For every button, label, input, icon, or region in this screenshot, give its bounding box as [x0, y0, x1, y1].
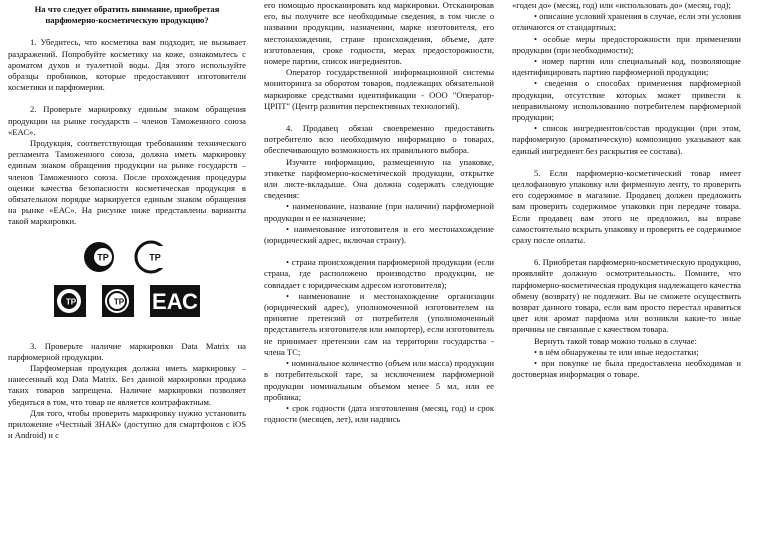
list-item: • срок годности (дата изготовления (месяц, год) и срок годности (месяцев, лет), или надпись	[264, 402, 494, 425]
ct-square-outline-icon	[101, 284, 135, 318]
page-title: На что следует обратить внимание, приобретая парфюмерно-косметическую продукцию?	[34, 4, 220, 26]
ct-tr-filled-icon	[82, 240, 120, 274]
list-item: • особые меры предосторожности при применении продукции (при необходимости);	[512, 33, 741, 55]
sign-eac	[149, 280, 201, 318]
list-item: • номинальное количество (объем или масса) продукции в потребительской таре, за исключением парфюмерной продукции номинальным объемом менее 5 мл, или ее пробника;	[264, 358, 494, 402]
paragraph-11: «годен до» (месяц, год) или «использовать до» (месяц, год);	[512, 0, 731, 10]
column-3	[512, 0, 741, 381]
paragraph-6: Для того, чтобы проверить маркировку нужно установить приложение «Честный ЗНАК» (доступно для смартфонов с iOS и Android) и с	[8, 407, 246, 441]
paragraph-3: Продукция, соответствующая требованиям технического регламента Таможенного союза, должна иметь маркировку единым знаком обращения продукции на рынке государств – членов Таможенного союза. После прохождения процедуры оценки качества безопасности косметическая продукция в обязательном порядке маркируется единым знаком обращения на рынке «ЕАС». На рисунке ниже представлены варианты такой маркировки.	[8, 138, 246, 227]
eac-icon	[149, 284, 201, 318]
paragraph-12: 5. Если парфюмерно-косметический товар имеет целлофановую упаковку или фирменную ленту, то проверить его содержимое в магазине. Продавец должен предложить вам проверить содержимое упаковки при передаче товара. Если продавец вам этого не предложил, вы вправе самостоятельно вскрыть упаковку и проверить ее содержимое сразу после оплаты.	[512, 167, 741, 246]
sign-ct-square	[53, 280, 87, 318]
list-item: • сведения о способах применения парфюмерной продукции, отсутствие которых может привести к неправильному использованию потребителем парфюмерной продукции;	[512, 78, 741, 123]
ct-square-icon	[53, 284, 87, 318]
list-item: • при покупке не была предоставлена необходимая и достоверная информация о товаре.	[512, 358, 741, 380]
paragraph-9: 4. Продавец обязан своевременно предоставить потребителю всю необходимую информацию о товарах, обеспечивающую возможность их правильного выбора.	[264, 123, 494, 156]
sign-ct-tr-outline	[134, 236, 172, 274]
svg-text:ТР: ТР	[113, 297, 125, 307]
list-item: • наименование изготовителя и его местонахождение (юридический адрес, включая страну).	[264, 223, 494, 246]
svg-text:ТР: ТР	[65, 297, 77, 307]
list-item: • наименование и местонахождение организации (юридический адрес), уполномоченной изготовителем на принятие претензий от потребителя (уполномоченный представитель изготовителя или импортер), если изготовитель не принимает претензии сам на территории государства - члена ТС;	[264, 290, 494, 357]
paragraph-2: 2. Проверьте маркировку единым знаком обращения продукции на рынке государств – членов Таможенного союза «ЕАС».	[8, 104, 246, 137]
list-item: • список ингредиентов/состав продукции (при этом, парфюмерную (ароматическую) композицию указывают как единый ингредиент без раскрытия ее состава).	[512, 123, 741, 156]
paragraph-5: Парфюмерная продукция должна иметь маркировку – нанесенный код Data Matrix. Без данной маркировки продажа таких товаров запрещена. Наличие маркировки позволяет убедиться в том, что товар не является контрафактным.	[8, 363, 246, 407]
paragraph-7: его помощью просканировать код маркировки. Отсканировав его, вы получите все необходимые сведения, в том числе о названии продукции, назначении, марке изготовителя, его местонахождении, стране происхождения, объеме, дате изготовления, сроке годности, мерах предосторожности, номере партии, список ингредиентов.	[264, 0, 494, 67]
ct-tr-outline-icon	[134, 240, 172, 274]
paragraph-13: 6. Приобретая парфюмерно-косметическую продукцию, проявляйте должную осмотрительность. Помните, что парфюмерно-косметическая продукция надлежащего качества обмену (возврату) не подлежит. Вы не сможете осуществить возврат данного товара, если вам просто перестал нравиться цвет или аромат парфюма или возникли какие-то иные причины не связанные с качеством товара.	[512, 257, 741, 335]
list-item: • страна происхождения парфюмерной продукции (если страна, где расположено производство продукции, не совпадает с юридическим адресом изготовителя);	[264, 257, 494, 290]
paragraph-1: 1. Убедитесь, что косметика вам подходит, не вызывает раздражений. Попробуйте косметику на коже, ознакомьтесь с ароматом духов и туалетной воды. Для этого используйте образцы пробников, которые предоставляют изготовители косметики и парфюмерии.	[8, 37, 246, 93]
certification-marks	[8, 236, 246, 324]
list-item: • наименование, название (при наличии) парфюмерной продукции и ее назначение;	[264, 201, 494, 223]
sign-ct-square-outline	[101, 280, 135, 318]
paragraph-14: Вернуть такой товар можно только в случае:	[534, 335, 697, 346]
svg-text:ТР: ТР	[149, 252, 161, 263]
paragraph-8: Оператор государственной информационной системы мониторинга за оборотом товаров, подлежащих обязательной маркировке средствами идентификации - ООО "Оператор-ЦРПТ" (Центр развития перспективных технологий).	[264, 67, 494, 111]
column-1	[8, 0, 246, 441]
svg-text:ТР: ТР	[97, 252, 109, 263]
svg-text:ЕАС: ЕАС	[152, 288, 198, 314]
column-2	[264, 0, 494, 425]
list-item: • номер партии или специальный код, позволяющие идентифицировать партию парфюмерной продукции;	[512, 56, 741, 78]
paragraph-4: 3. Проверьте наличие маркировки Data Matrix на парфюмерной продукции.	[8, 340, 246, 362]
list-item: • в нём обнаружены те или иные недостатки;	[534, 346, 699, 357]
paragraph-10: Изучите информацию, размещенную на упаковке, этикетке парфюмерно-косметической продукции, открытке или листе-вкладыше. Она должна содержать следующие сведения:	[264, 156, 494, 201]
sign-ct-tr-filled	[82, 236, 120, 274]
list-item: • описание условий хранения в случае, если эти условия отличаются от стандартных;	[512, 11, 741, 33]
